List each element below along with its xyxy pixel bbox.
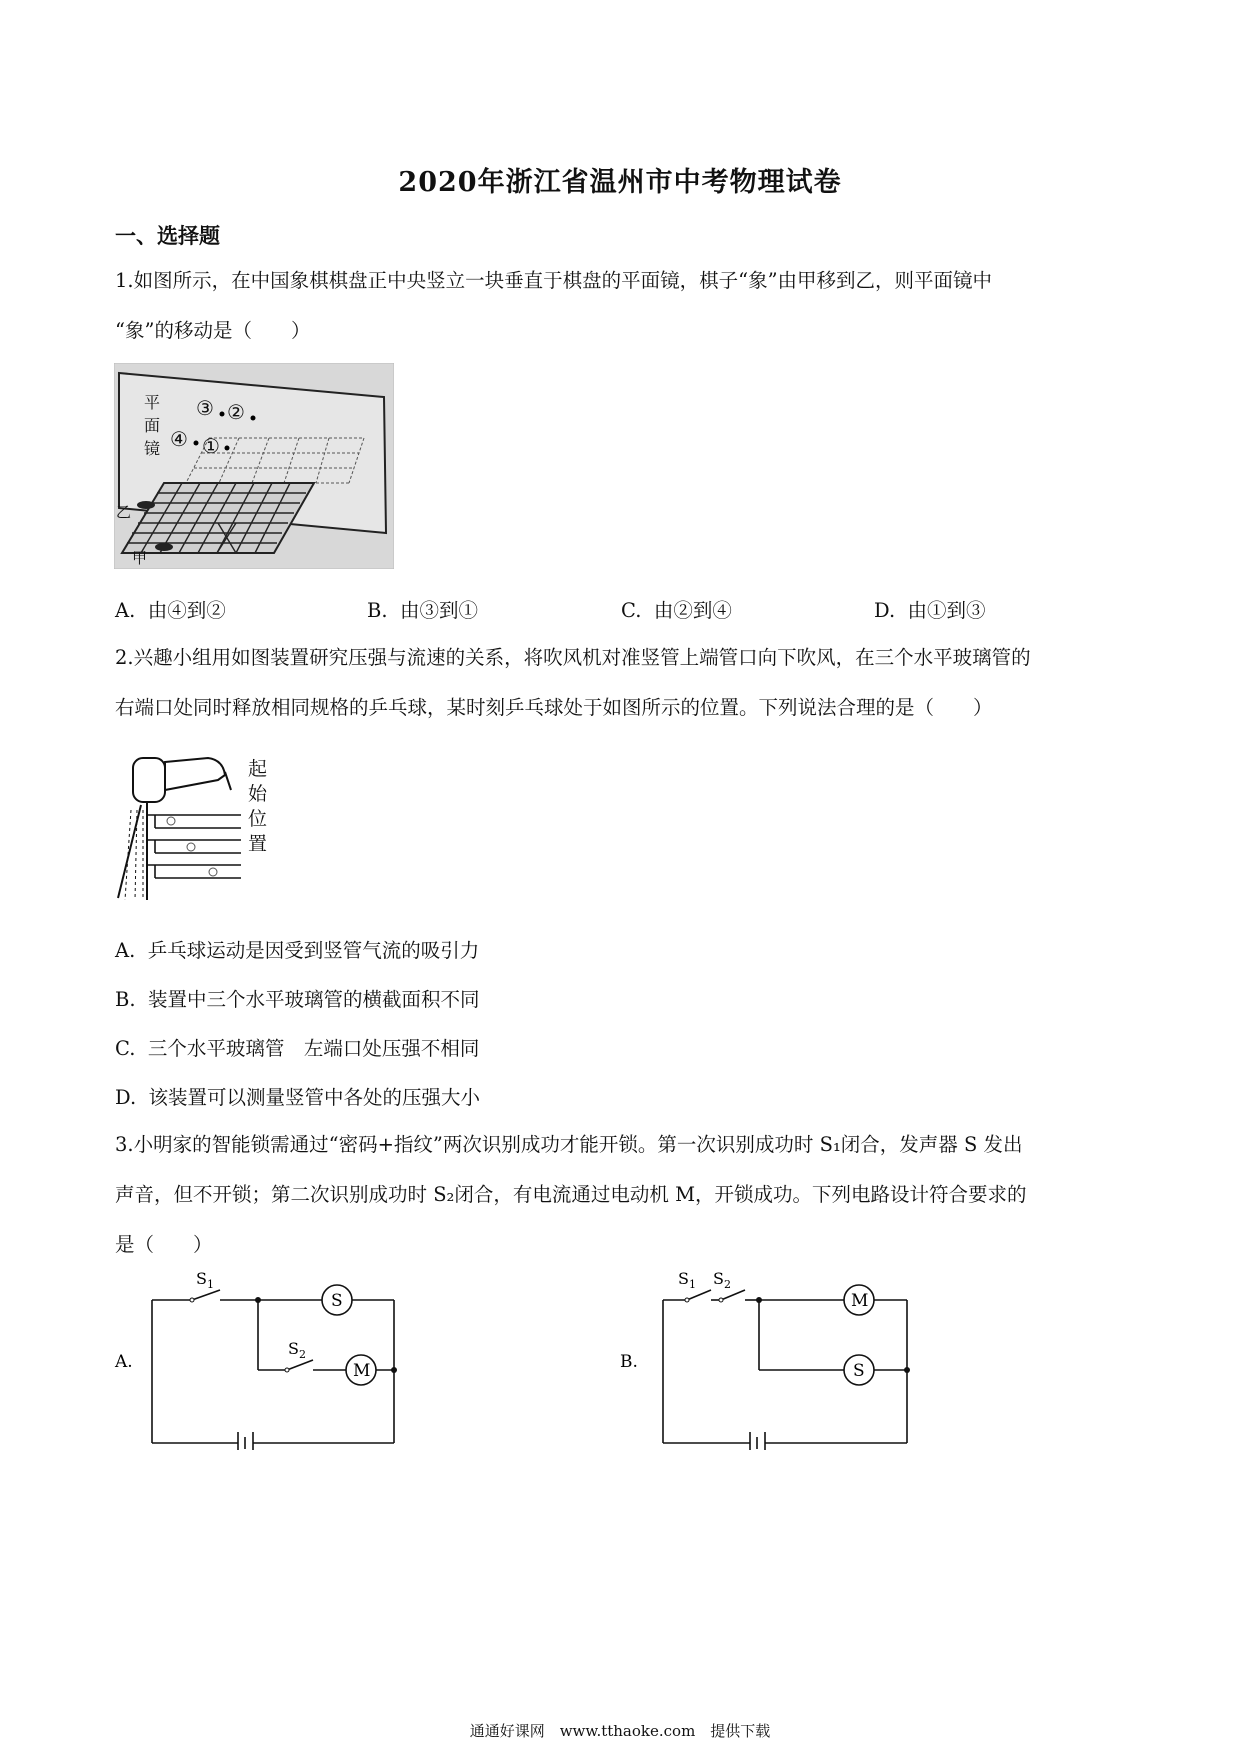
- question-3-stem-line-1: 3.小明家的智能锁需通过“密码+指纹”两次识别成功才能开锁。第一次识别成功时 S₁闭合，发声器 S 发出: [115, 1133, 1023, 1156]
- option-text: 乒乓球运动是因受到竖管气流的吸引力: [147, 939, 480, 962]
- side-label-4: 置: [248, 833, 268, 855]
- question-1-stem-line-1: 1.如图所示，在中国象棋棋盘正中央竖立一块垂直于棋盘的平面镜，棋子“象”由甲移到乙，则平面镜中: [115, 269, 993, 292]
- circuit-b-switch-2: $S_2$: [713, 1269, 731, 1291]
- option-key: B.: [115, 988, 136, 1011]
- question-3-stem-line-2: 声音，但不开锁；第二次识别成功时 S₂闭合，有电流通过电动机 M，开锁成功。下列电路设计符合要求的: [115, 1183, 1027, 1206]
- side-label-1: 起: [248, 758, 268, 780]
- piece-label-yi: 乙: [116, 503, 132, 521]
- side-label-3: 位: [248, 808, 268, 830]
- circuit-b-bottom-device: S: [853, 1361, 865, 1381]
- question-2-stem-line-1: 2.兴趣小组用如图装置研究压强与流速的关系，将吹风机对准竖管上端管口向下吹风，在三个水平玻璃管的: [115, 646, 1031, 669]
- q1-option-a[interactable]: [115, 595, 226, 623]
- page-footer: 通通好课网 www.tthaoke.com 提供下载: [469, 1722, 771, 1740]
- mirror-label-2: 面: [144, 416, 161, 435]
- question-2-stem-line-2: 右端口处同时释放相同规格的乒乓球，某时刻乒乓球处于如图所示的位置。下列说法合理的是（ ）: [115, 696, 993, 719]
- mark-1: ①: [202, 434, 220, 458]
- option-key: A.: [115, 599, 136, 622]
- q2-option-b[interactable]: [115, 984, 479, 1012]
- question-1-figure: [114, 363, 394, 569]
- page-title: 2020年浙江省温州市中考物理试卷: [398, 167, 842, 198]
- circuit-b-top-device: M: [851, 1291, 869, 1311]
- option-text: 由④到②: [147, 599, 226, 622]
- q1-option-d[interactable]: [874, 595, 986, 623]
- option-key: C.: [621, 599, 642, 622]
- circuit-a-key: A.: [115, 1352, 133, 1372]
- option-text: 由②到④: [653, 599, 732, 622]
- option-key: A.: [115, 939, 136, 962]
- q2-option-a[interactable]: [115, 935, 479, 963]
- option-text: 由③到①: [399, 599, 478, 622]
- circuit-a-figure[interactable]: [110, 1260, 410, 1450]
- circuit-a-top-device: S: [331, 1291, 343, 1311]
- option-key: B.: [367, 599, 388, 622]
- circuit-b-key: B.: [620, 1352, 638, 1372]
- q2-option-c[interactable]: [115, 1033, 479, 1061]
- side-label-2: 始: [248, 783, 268, 805]
- question-1-stem-line-2: “象”的移动是（ ）: [115, 319, 311, 342]
- mark-4: ④: [170, 427, 188, 451]
- mirror-label-3: 镜: [144, 439, 161, 458]
- mark-3: ③: [196, 396, 214, 420]
- option-text: 由①到③: [907, 599, 986, 622]
- option-text: 三个水平玻璃管 左端口处压强不相同: [147, 1037, 480, 1060]
- piece-label-jia: 甲: [132, 549, 148, 567]
- circuit-a-bottom-device: M: [353, 1361, 371, 1381]
- mirror-label-1: 平: [144, 393, 161, 412]
- circuit-b-switch-1: $S_1$: [678, 1269, 696, 1291]
- circuit-a-switch-2: $S_2$: [288, 1339, 306, 1361]
- option-key: C.: [115, 1037, 136, 1060]
- option-key: D.: [115, 1086, 137, 1109]
- q1-option-b[interactable]: [367, 595, 478, 623]
- section-heading: 一、选择题: [115, 223, 220, 248]
- option-text: 装置中三个水平玻璃管的横截面积不同: [147, 988, 480, 1011]
- circuit-b-figure[interactable]: [615, 1260, 935, 1450]
- q2-option-d[interactable]: [115, 1082, 480, 1110]
- question-2-figure: [113, 750, 283, 910]
- option-key: D.: [874, 599, 896, 622]
- option-text: 该装置可以测量竖管中各处的压强大小: [148, 1086, 481, 1109]
- q1-option-c[interactable]: [621, 595, 732, 623]
- circuit-a-switch-1: $S_1$: [196, 1269, 214, 1291]
- question-3-stem-line-3: 是（ ）: [115, 1233, 213, 1256]
- mark-2: ②: [227, 400, 245, 424]
